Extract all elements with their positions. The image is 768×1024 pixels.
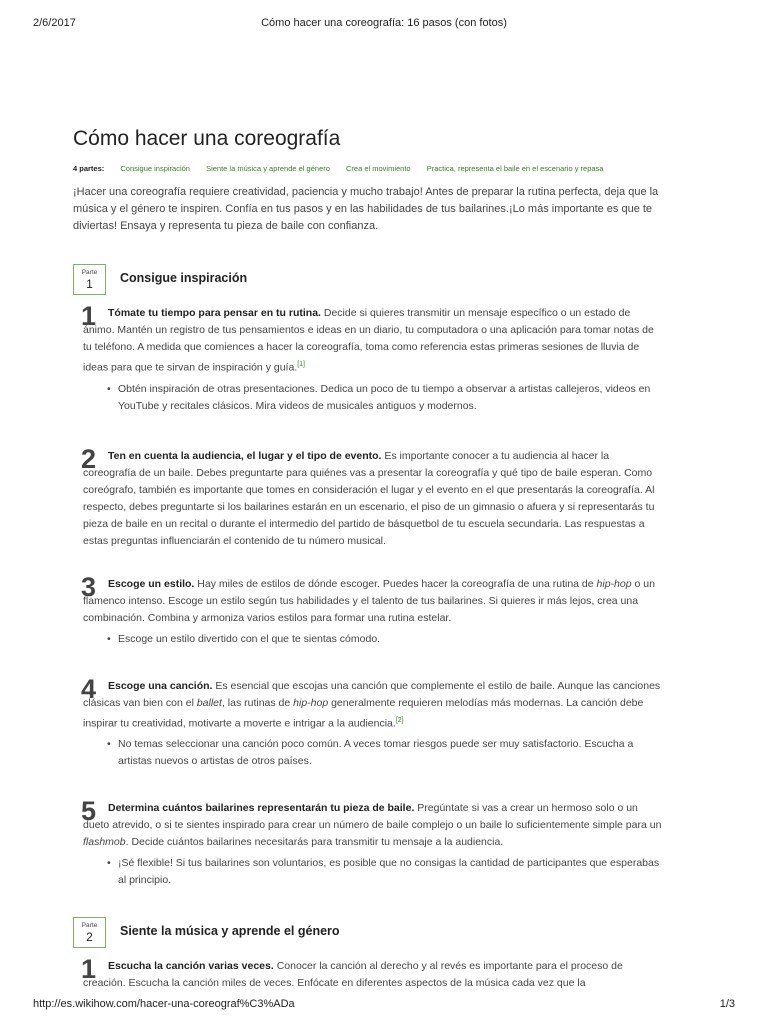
page-number: 1/3: [719, 998, 735, 1010]
step-description: Es importante conocer a tu audiencia al hacer la coreografía de un baile. Debes preguntarte para quiénes vas a presentar la coreografía y qué tipo de baile esperan. Como coreógrafo, también es importante que tomes en consideración el lugar y el evento en el que presentarás la coreografía. Al respecto, debes preguntarte si los bailarines estarán en un escenario, el piso de un gimnasio o afuera y si representarás tu pieza de baile en un recital o durante el intermedio del partido de básquetbol de tu escuela secundaria. Las respuestas a estas preguntas influenciarán el contenido de tu número musical.: [83, 449, 655, 547]
step-emphasis: hip-hop: [596, 577, 632, 590]
tip-item: • Escoge un estilo divertido con el que te sientas cómodo.: [118, 631, 663, 648]
step-description: Es esencial que escojas una canción que complemente el estilo de baile. Aunque las canciones clásicas van bien con el: [83, 679, 661, 709]
part-header-2: [73, 917, 663, 949]
print-url: http://es.wikihow.com/hacer-una-coreograf%C3%ADa: [33, 998, 295, 1010]
part-header-1: [73, 264, 663, 296]
part-badge: [73, 264, 106, 295]
step-text: [83, 576, 663, 627]
step-4: [73, 673, 663, 771]
parts-label: 4 partes:: [73, 164, 105, 173]
step-emphasis: hip-hop: [293, 696, 329, 709]
step-description: Decide si quieres transmitir un mensaje específico o un estado de ánimo. Mantén un registro de tus pensamientos e ideas en un diario, tu computadora o una aplicación para tomar notas de tu teléfono. A medida que comiences a hacer la coreografía, toma como referencia estas primeras sesiones de lluvia de ideas para que te sirvan de inspiración y guía.: [83, 307, 654, 374]
step-3: [73, 571, 663, 648]
tip-item: • No temas seleccionar una canción poco común. A veces tomar riesgos puede ser muy satisfactorio. Escucha a artistas nuevos o artistas de otros países.: [118, 736, 663, 770]
step-5: [73, 796, 663, 889]
parts-link-movement[interactable]: Crea el movimiento: [346, 164, 411, 173]
step-description: generalmente requieren melodías más modernas. La canción debe inspirar tu creatividad, motivarte a moverte e intrigar a la audiencia.: [83, 696, 644, 729]
print-document-title: Cómo hacer una coreografía: 16 pasos (con fotos): [261, 17, 507, 29]
reference-link[interactable]: [2]: [395, 716, 404, 724]
article: [73, 126, 663, 992]
part-badge: [73, 917, 106, 948]
step-emphasis: flashmob: [83, 836, 126, 848]
print-date: 2/6/2017: [33, 17, 76, 29]
step-number: 1: [81, 954, 97, 984]
print-header: [33, 17, 735, 31]
tips-list: [73, 736, 663, 770]
step-number: 5: [81, 796, 97, 826]
step-1: [73, 301, 663, 415]
part-number: 2: [86, 930, 93, 944]
parts-link-music[interactable]: Siente la música y aprende el género: [206, 164, 330, 173]
step-text: [83, 448, 663, 550]
article-title: Cómo hacer una coreografía: [73, 127, 341, 150]
step-description: . Decide cuántos bailarines necesitarás para transmitir tu mensaje a la audiencia.: [125, 836, 504, 848]
step-text: [83, 958, 663, 992]
tip-item: • Obtén inspiración de otras presentaciones. Dedica un poco de tu tiempo a observar a artistas callejeros, videos en YouTube y recitales clásicos. Mira videos de musicales antiguos y modernos.: [118, 381, 663, 415]
part-word: Parte: [81, 922, 98, 929]
reference-link[interactable]: [1]: [297, 361, 306, 368]
step-description: , las rutinas de: [221, 696, 294, 709]
part-title: Siente la música y aprende el género: [120, 924, 340, 938]
step-emphasis: ballet: [196, 696, 222, 709]
step-number: 1: [81, 301, 97, 331]
step-heading: Ten en cuenta la audiencia, el lugar y el tipo de evento.: [108, 449, 382, 462]
step-heading: Determina cuántos bailarines representarán tu pieza de baile.: [108, 802, 415, 814]
parts-navigation: [73, 164, 663, 173]
tips-list: [73, 631, 663, 648]
step-part2-1: [73, 954, 663, 992]
print-footer: [33, 998, 735, 1012]
tips-list: [73, 381, 663, 415]
step-2: [73, 443, 663, 550]
part-number: 1: [86, 277, 93, 291]
step-description: o un flamenco intenso. Escoge un estilo según tus habilidades y el talento de tus bailarines. Si quieres ir más lejos, crea una combinación. Combina y armoniza varios estilos para formar una rutina estelar.: [83, 577, 655, 624]
step-text: [83, 800, 663, 851]
step-heading: Tómate tu tiempo para pensar en tu rutina.: [108, 307, 321, 319]
step-heading: Escoge una canción.: [108, 679, 213, 692]
article-intro: ¡Hacer una coreografía requiere creatividad, paciencia y mucho trabajo! Antes de preparar la rutina perfecta, deja que la música y el género te inspiren. Confía en tus pasos y en las habilidades de tus bailarines.¡Lo más importante es que te diviertas! Ensaya y representa tu pieza de baile con confianza.: [73, 186, 659, 232]
part-title: Consigue inspiración: [120, 271, 248, 285]
step-heading: Escoge un estilo.: [108, 577, 195, 590]
step-heading: Escucha la canción varias veces.: [108, 960, 274, 972]
step-number: 4: [81, 673, 97, 704]
tip-item: • ¡Sé flexible! Si tus bailarines son voluntarios, es posible que no consigas la cantidad de participantes que esperabas al principio.: [118, 855, 663, 889]
tips-list: [73, 855, 663, 889]
step-text: [83, 305, 663, 377]
step-number: 2: [81, 443, 97, 474]
step-text: [83, 678, 663, 733]
parts-link-inspiration[interactable]: Consigue inspiración: [120, 164, 190, 173]
step-description: Pregúntate si vas a crear un hermoso solo o un dueto atrevido, o si te sientes inspirado para crear un número de baile complejo o un baile lo suficientemente simple para un: [83, 802, 662, 831]
step-description: Conocer la canción al derecho y al revés es importante para el proceso de creación. Escucha la canción miles de veces. Enfócate en diferentes aspectos de la música cada vez que la: [83, 960, 623, 989]
step-number: 3: [81, 571, 97, 602]
part-word: Parte: [81, 269, 98, 276]
step-description: Hay miles de estilos de dónde escoger. Puedes hacer la coreografía de una rutina de: [194, 577, 597, 590]
parts-link-practice[interactable]: Practica, representa el baile en el escenario y repasa: [426, 164, 604, 173]
